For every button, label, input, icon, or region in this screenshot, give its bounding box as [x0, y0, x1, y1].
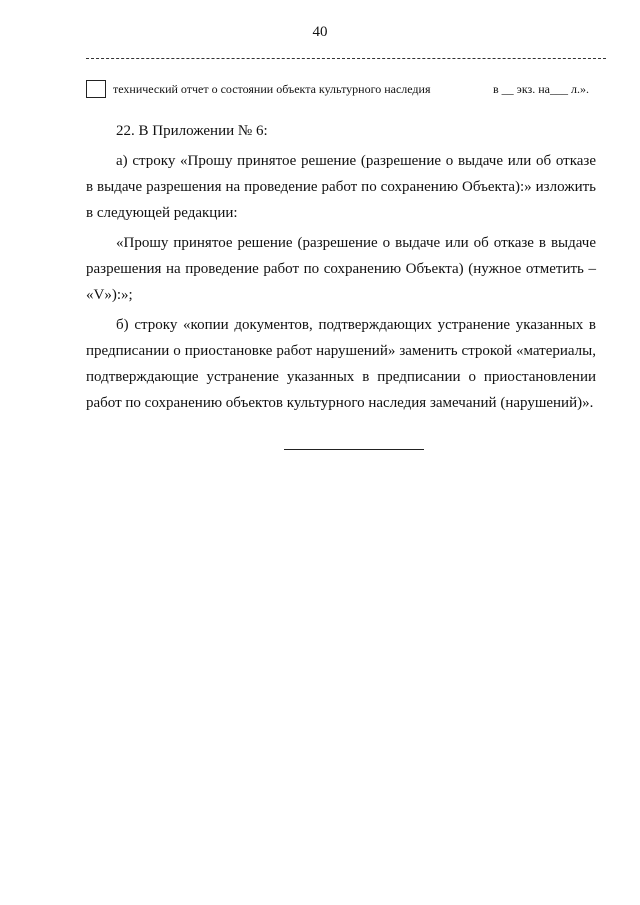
end-divider [284, 449, 424, 450]
page-number: 40 [312, 24, 328, 40]
form-row [86, 80, 606, 104]
paragraph-b: б) строку «копии документов, подтверждающих устранение указанных в предписании о приостановке работ нарушений» заменить строкой «материалы, подтверждающие устранение указанных в предписании о приостановлении работ по сохранению объектов культурного наследия замечаний (нарушений)». [86, 317, 596, 411]
document-body [86, 118, 596, 420]
form-row-label: технический отчет о состоянии объекта культурного наследия [113, 82, 431, 96]
form-row-copies: в __ экз. на___ л.». [493, 82, 589, 96]
section-heading: 22. В Приложении № 6: [116, 123, 268, 139]
checkbox[interactable] [86, 80, 106, 98]
paragraph-a-new-text: «Прошу принятое решение (разрешение о выдаче или об отказе в выдаче разрешения на проведение работ по сохранению Объекта) (нужное отметить – «V»):»; [86, 235, 596, 303]
top-divider [86, 58, 606, 59]
paragraph-a: а) строку «Прошу принятое решение (разрешение о выдаче или об отказе в выдаче разрешения на проведение работ по сохранению Объекта):» изложить в следующей редакции: [86, 153, 596, 221]
